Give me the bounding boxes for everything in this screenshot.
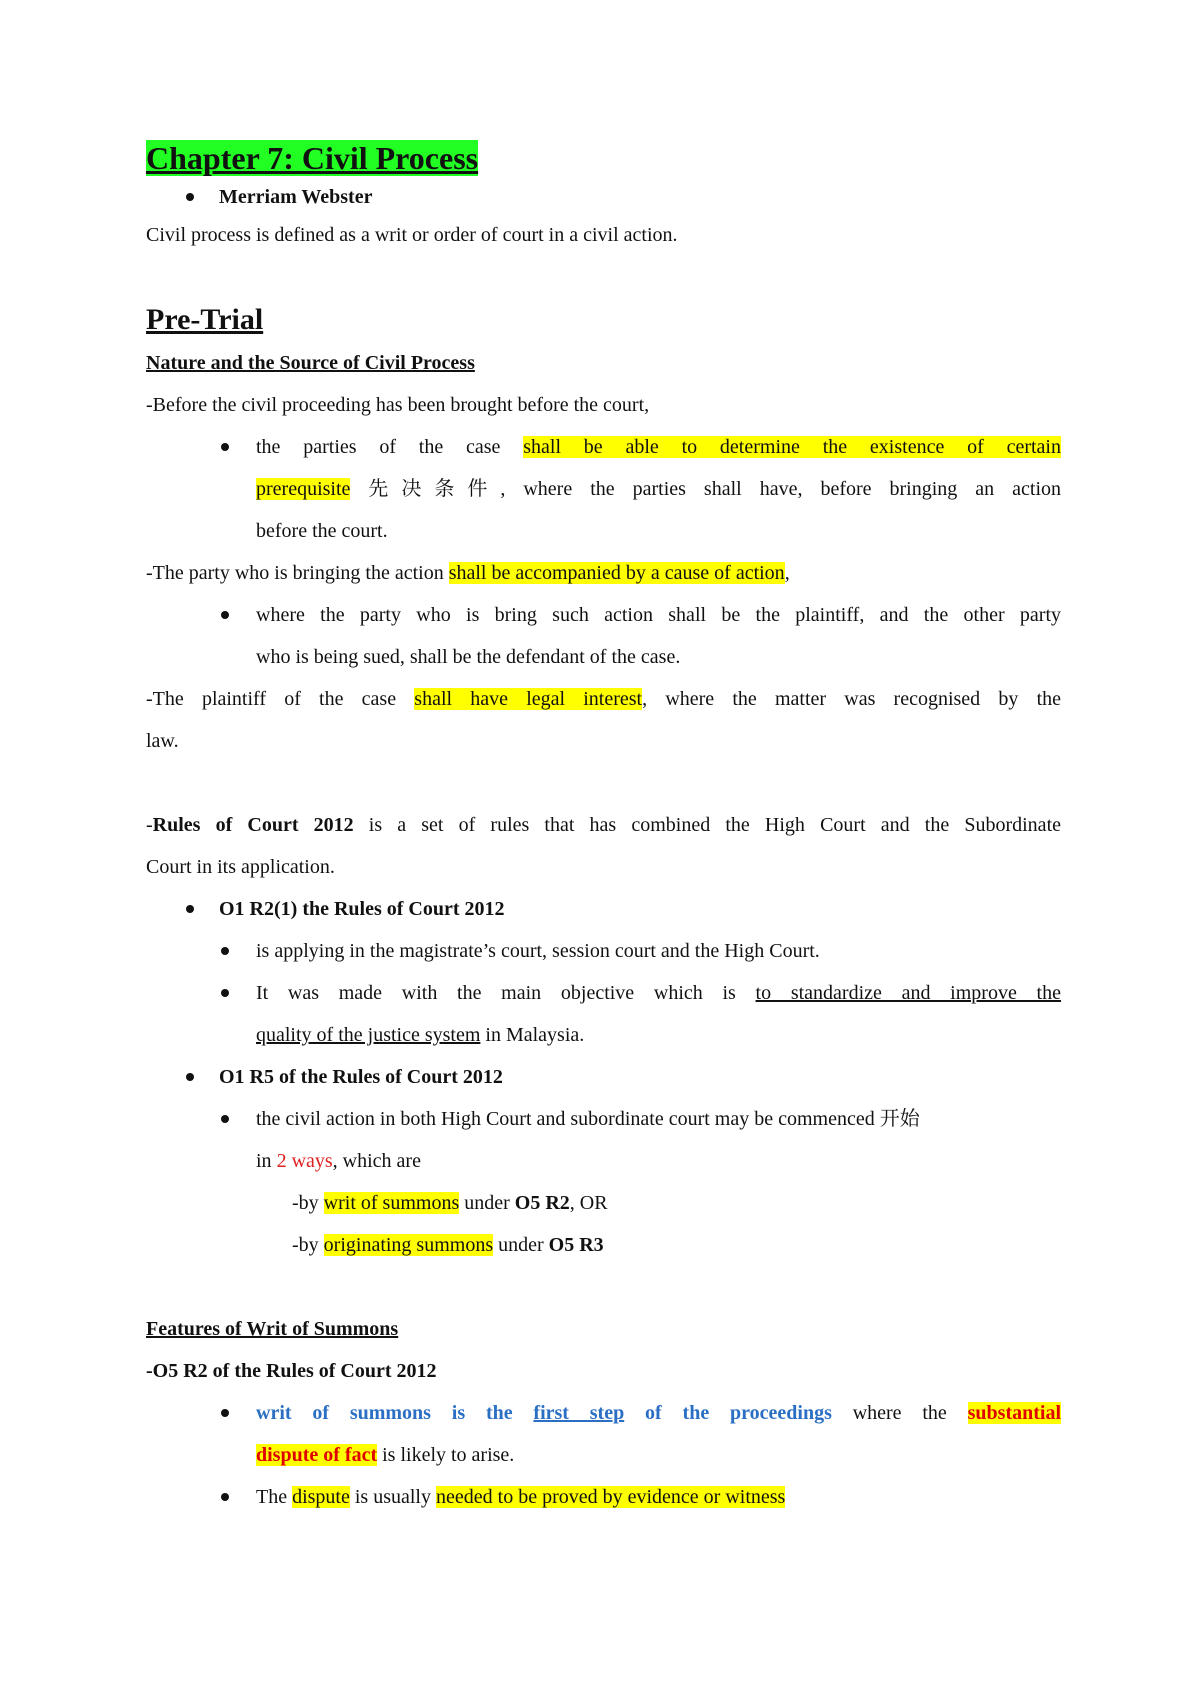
paragraph-legal-interest-line2: law. [146,730,179,752]
bullet-plaintiff-line2: who is being sued, shall be the defendant of the case. [256,646,681,668]
bullet-dot-icon [221,1493,229,1501]
paragraph-cause-of-action: -The party who is bringing the action shall be accompanied by a cause of action, [146,562,790,584]
way-originating-summons: -by originating summons under O5 R3 [292,1234,604,1256]
bullet-dot-icon [221,611,229,619]
bullet-dot-icon [186,193,194,201]
bullet-dot-icon [221,947,229,955]
definition-text: Civil process is defined as a writ or order of court in a civil action. [146,224,678,246]
paragraph-rules-court-line1: -Rules of Court 2012 is a set of rules that has combined the High Court and the Subordinate [146,814,1061,836]
bullet-o1-applying: is applying in the magistrate’s court, session court and the High Court. [146,930,1061,972]
bullet-first-step-line2: dispute of fact is likely to arise. [256,1444,515,1466]
document-body [146,136,1061,1518]
bullet-dispute-evidence: The dispute is usually needed to be proved by evidence or witness [146,1476,1061,1518]
bullet-civil-action-line2: in 2 ways, which are [256,1150,421,1172]
paragraph-rules-court-line2: Court in its application. [146,856,335,878]
way-writ-of-summons: -by writ of summons under O5 R2, OR [292,1192,608,1214]
bullet-dot-icon [221,989,229,997]
bullet-objective-line2: quality of the justice system in Malaysia. [256,1024,585,1046]
bullet-dot-icon [221,443,229,451]
bullet-o1-r2: O1 R2(1) the Rules of Court 2012 [146,888,1061,930]
bullet-parties-line1: the parties of the case shall be able to determine the existence of certain [146,426,1061,468]
bullet-parties-line2: prerequisite 先决条件, where the parties shall have, before bringing an action [256,478,1062,500]
section-heading-pretrial: Pre-Trial [146,303,264,336]
paragraph-before-proceeding: -Before the civil proceeding has been brought before the court, [146,394,650,416]
bullet-plaintiff-line1: where the party who is bring such action shall be the plaintiff, and the other party [146,594,1061,636]
bullet-o1-r5: O1 R5 of the Rules of Court 2012 [146,1056,1061,1098]
bullet-objective-line1: It was made with the main objective which is to standardize and improve the [146,972,1061,1014]
bullet-dot-icon [221,1409,229,1417]
paragraph-legal-interest-line1: -The plaintiff of the case shall have legal interest, where the matter was recognised by the [146,688,1062,710]
bullet-parties-line3: before the court. [256,520,388,542]
subheading-features-writ: Features of Writ of Summons [146,1318,399,1340]
bullet-merriam: Merriam Webster [146,180,1061,214]
bullet-dot-icon [221,1115,229,1123]
bullet-dot-icon [186,905,194,913]
paragraph-o5-r2: -O5 R2 of the Rules of Court 2012 [146,1360,437,1382]
bullet-dot-icon [186,1073,194,1081]
chapter-title: Chapter 7: Civil Process [146,140,479,176]
subheading-nature-source: Nature and the Source of Civil Process [146,352,475,374]
bullet-civil-action-line1: the civil action in both High Court and subordinate court may be commenced 开始 [146,1098,1061,1140]
bullet-first-step-line1: writ of summons is the first step of the proceedings where the substantial [146,1392,1061,1434]
